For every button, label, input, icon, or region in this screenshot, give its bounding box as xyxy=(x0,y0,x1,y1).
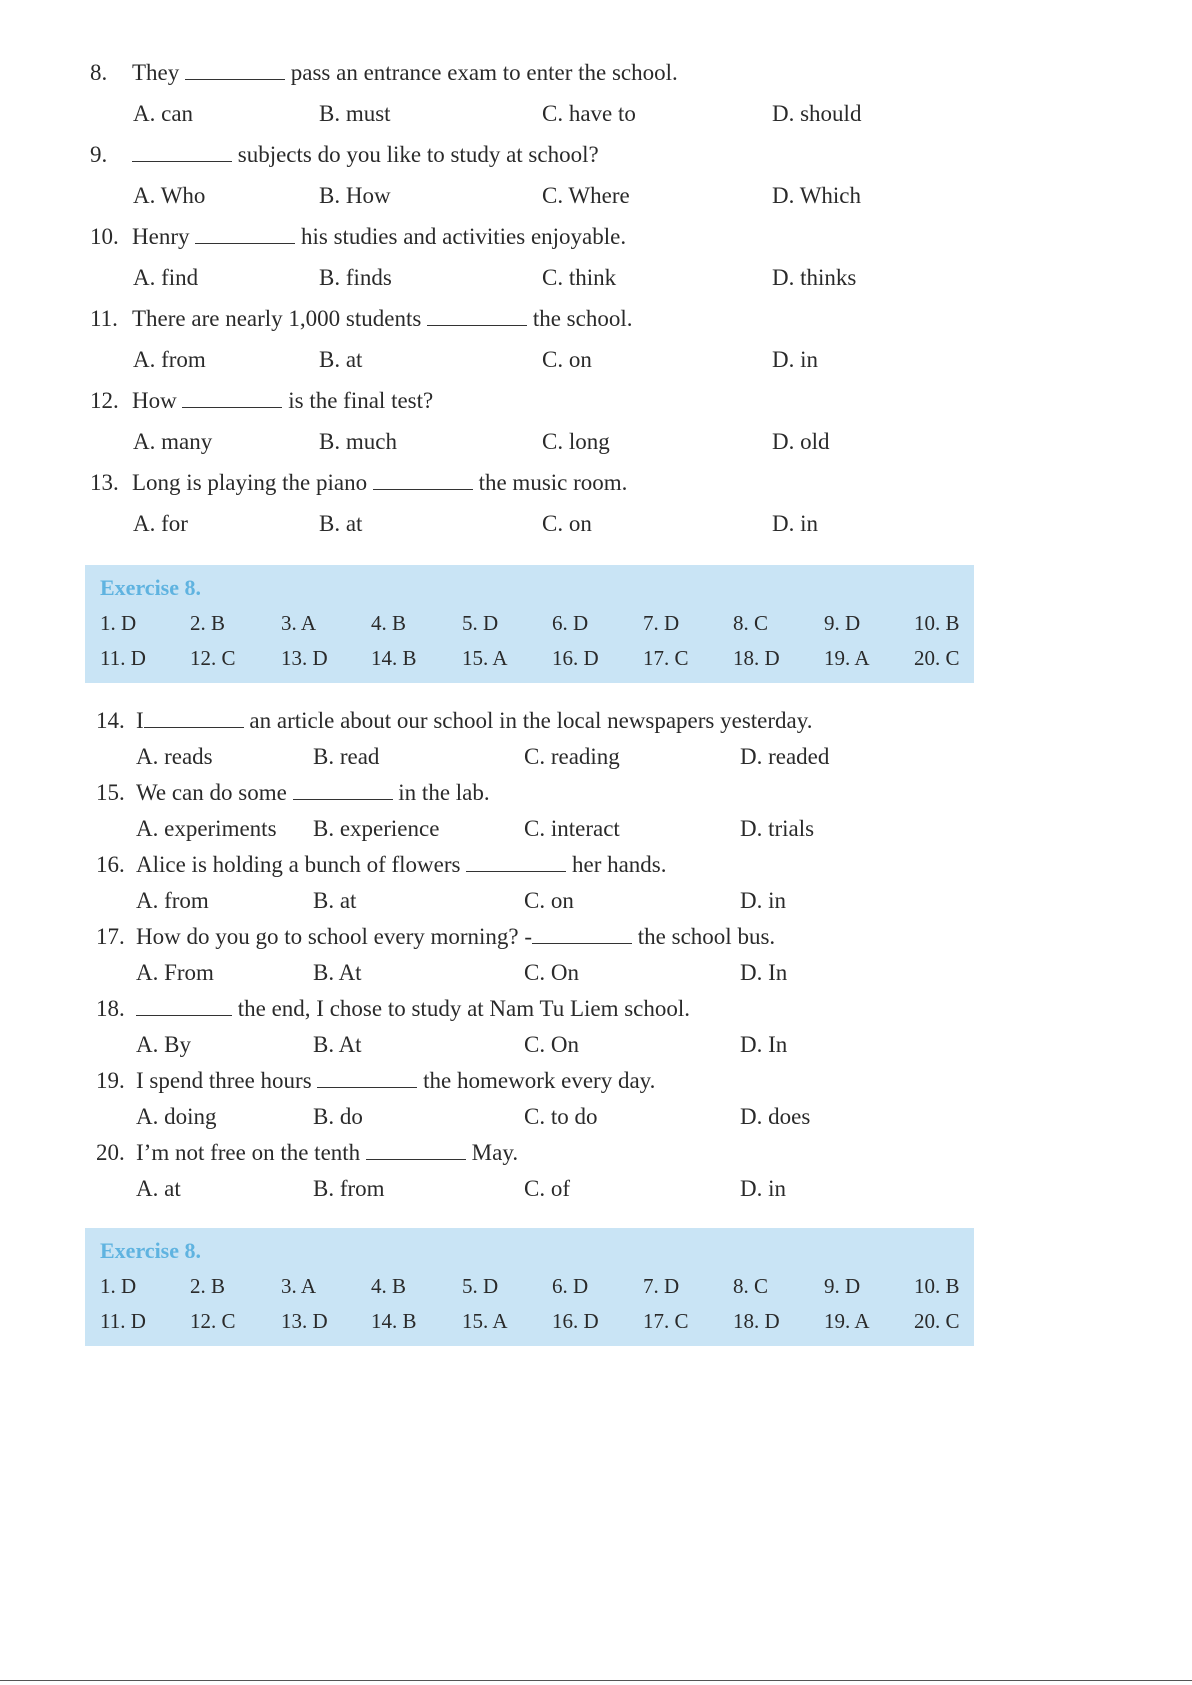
answer-item: 9. D xyxy=(824,1274,861,1298)
question-stem: Alice is holding a bunch of flowers her hands. xyxy=(136,852,667,877)
answer-item: 8. C xyxy=(733,611,769,635)
option-d: D. in xyxy=(772,511,818,536)
answer-item: 7. D xyxy=(643,1274,680,1298)
question-number: 9. xyxy=(90,142,108,167)
option-a: A. from xyxy=(136,888,209,913)
option-a: A. find xyxy=(133,265,199,290)
answer-item: 14. B xyxy=(371,1309,417,1333)
option-d: D. In xyxy=(740,960,788,985)
option-c: C. on xyxy=(524,888,574,913)
option-b: B. At xyxy=(313,1032,362,1057)
option-a: A. Who xyxy=(133,183,206,208)
answer-key-box xyxy=(85,1228,974,1346)
option-b: B. do xyxy=(313,1104,363,1129)
option-a: A. at xyxy=(136,1176,181,1201)
question-number: 14. xyxy=(96,708,125,733)
question-number: 8. xyxy=(90,60,108,85)
option-b: B. at xyxy=(319,347,363,372)
answer-item: 15. A xyxy=(462,646,508,670)
option-d: D. should xyxy=(772,101,862,126)
answer-key-box xyxy=(85,565,974,683)
answer-item: 3. A xyxy=(281,611,317,635)
answer-blank xyxy=(136,996,232,1016)
option-a: A. for xyxy=(133,511,188,536)
answer-blank xyxy=(373,470,473,490)
answer-item: 17. C xyxy=(643,646,689,670)
answer-item: 1. D xyxy=(100,611,137,635)
option-c: C. on xyxy=(542,511,592,536)
question-number: 19. xyxy=(96,1068,125,1093)
option-d: D. does xyxy=(740,1104,811,1129)
option-c: C. have to xyxy=(542,101,636,126)
answer-item: 10. B xyxy=(914,611,960,635)
answer-item: 8. C xyxy=(733,1274,769,1298)
question-stem: I’m not free on the tenth May. xyxy=(136,1140,519,1165)
answer-item: 2. B xyxy=(190,611,226,635)
option-b: B. How xyxy=(319,183,391,208)
question-number: 11. xyxy=(90,306,118,331)
option-a: A. By xyxy=(136,1032,191,1057)
option-a: A. from xyxy=(133,347,206,372)
question-stem: subjects do you like to study at school? xyxy=(132,142,599,168)
answer-item: 11. D xyxy=(100,1309,146,1333)
option-b: B. must xyxy=(319,101,391,126)
answer-item: 2. B xyxy=(190,1274,226,1298)
answer-blank xyxy=(293,780,393,800)
option-d: D. old xyxy=(772,429,830,454)
answer-item: 5. D xyxy=(462,611,499,635)
option-a: A. can xyxy=(133,101,194,126)
question-stem: Long is playing the piano the music room. xyxy=(132,470,628,495)
answer-item: 6. D xyxy=(552,1274,589,1298)
option-a: A. experiments xyxy=(136,816,277,841)
answer-item: 15. A xyxy=(462,1309,508,1333)
answer-item: 12. C xyxy=(190,646,236,670)
question-stem: How is the final test? xyxy=(132,388,434,413)
option-c: C. to do xyxy=(524,1104,598,1129)
answer-item: 11. D xyxy=(100,646,146,670)
answer-key-title: Exercise 8. xyxy=(100,575,202,600)
answer-blank xyxy=(466,852,566,872)
question-stem: I an article about our school in the local newspapers yesterday. xyxy=(136,708,813,733)
option-d: D. Which xyxy=(772,183,862,208)
option-c: C. long xyxy=(542,429,610,454)
option-b: B. at xyxy=(319,511,363,536)
answer-blank xyxy=(185,60,285,80)
option-c: C. On xyxy=(524,960,579,985)
option-d: D. in xyxy=(740,888,786,913)
question-stem: Henry his studies and activities enjoyable. xyxy=(132,224,627,249)
answer-item: 3. A xyxy=(281,1274,317,1298)
answer-item: 19. A xyxy=(824,646,870,670)
option-d: D. thinks xyxy=(772,265,857,290)
option-a: A. reads xyxy=(136,744,213,769)
option-b: B. finds xyxy=(319,265,392,290)
question-number: 17. xyxy=(96,924,125,949)
option-c: C. of xyxy=(524,1176,570,1201)
answer-item: 9. D xyxy=(824,611,861,635)
option-c: C. on xyxy=(542,347,592,372)
answer-item: 6. D xyxy=(552,611,589,635)
option-d: D. trials xyxy=(740,816,815,841)
answer-item: 13. D xyxy=(281,646,328,670)
option-a: A. many xyxy=(133,429,213,454)
option-c: C. think xyxy=(542,265,617,290)
question-stem: How do you go to school every morning? - the school bus. xyxy=(136,924,776,949)
option-d: D. In xyxy=(740,1032,788,1057)
question-number: 10. xyxy=(90,224,119,249)
answer-item: 10. B xyxy=(914,1274,960,1298)
option-b: B. experience xyxy=(313,816,440,841)
answer-blank xyxy=(144,708,244,728)
answer-item: 16. D xyxy=(552,1309,599,1333)
answer-item: 1. D xyxy=(100,1274,137,1298)
question-number: 18. xyxy=(96,996,125,1021)
answer-item: 18. D xyxy=(733,646,780,670)
question-stem: the end, I chose to study at Nam Tu Liem school. xyxy=(136,996,690,1022)
answer-blank xyxy=(182,388,282,408)
question-stem: There are nearly 1,000 students the school. xyxy=(132,306,633,331)
question-number: 20. xyxy=(96,1140,125,1165)
option-a: A. doing xyxy=(136,1104,217,1129)
option-c: C. Where xyxy=(542,183,630,208)
question-stem: They pass an entrance exam to enter the school. xyxy=(132,60,678,85)
answer-item: 4. B xyxy=(371,1274,407,1298)
answer-item: 18. D xyxy=(733,1309,780,1333)
option-b: B. much xyxy=(319,429,397,454)
option-d: D. in xyxy=(740,1176,786,1201)
answer-item: 19. A xyxy=(824,1309,870,1333)
question-number: 15. xyxy=(96,780,125,805)
answer-item: 5. D xyxy=(462,1274,499,1298)
answer-item: 4. B xyxy=(371,611,407,635)
answer-item: 17. C xyxy=(643,1309,689,1333)
question-number: 16. xyxy=(96,852,125,877)
question-number: 12. xyxy=(90,388,119,413)
option-a: A. From xyxy=(136,960,214,985)
option-c: C. On xyxy=(524,1032,579,1057)
option-b: B. At xyxy=(313,960,362,985)
question-number: 13. xyxy=(90,470,119,495)
answer-blank xyxy=(366,1140,466,1160)
option-b: B. at xyxy=(313,888,357,913)
answer-blank xyxy=(427,306,527,326)
option-c: C. interact xyxy=(524,816,620,841)
answer-item: 16. D xyxy=(552,646,599,670)
answer-item: 14. B xyxy=(371,646,417,670)
answer-key-title: Exercise 8. xyxy=(100,1238,202,1263)
question-stem: I spend three hours the homework every day. xyxy=(136,1068,656,1093)
option-b: B. read xyxy=(313,744,380,769)
answer-blank xyxy=(132,142,232,162)
option-d: D. in xyxy=(772,347,818,372)
answer-blank xyxy=(195,224,295,244)
option-d: D. readed xyxy=(740,744,830,769)
answer-blank xyxy=(532,924,632,944)
option-b: B. from xyxy=(313,1176,385,1201)
question-stem: We can do some in the lab. xyxy=(136,780,490,805)
answer-item: 12. C xyxy=(190,1309,236,1333)
answer-item: 7. D xyxy=(643,611,680,635)
answer-blank xyxy=(317,1068,417,1088)
option-c: C. reading xyxy=(524,744,620,769)
answer-item: 13. D xyxy=(281,1309,328,1333)
answer-item: 20. C xyxy=(914,1309,960,1333)
answer-item: 20. C xyxy=(914,646,960,670)
page-bottom-rule xyxy=(0,1680,1192,1681)
